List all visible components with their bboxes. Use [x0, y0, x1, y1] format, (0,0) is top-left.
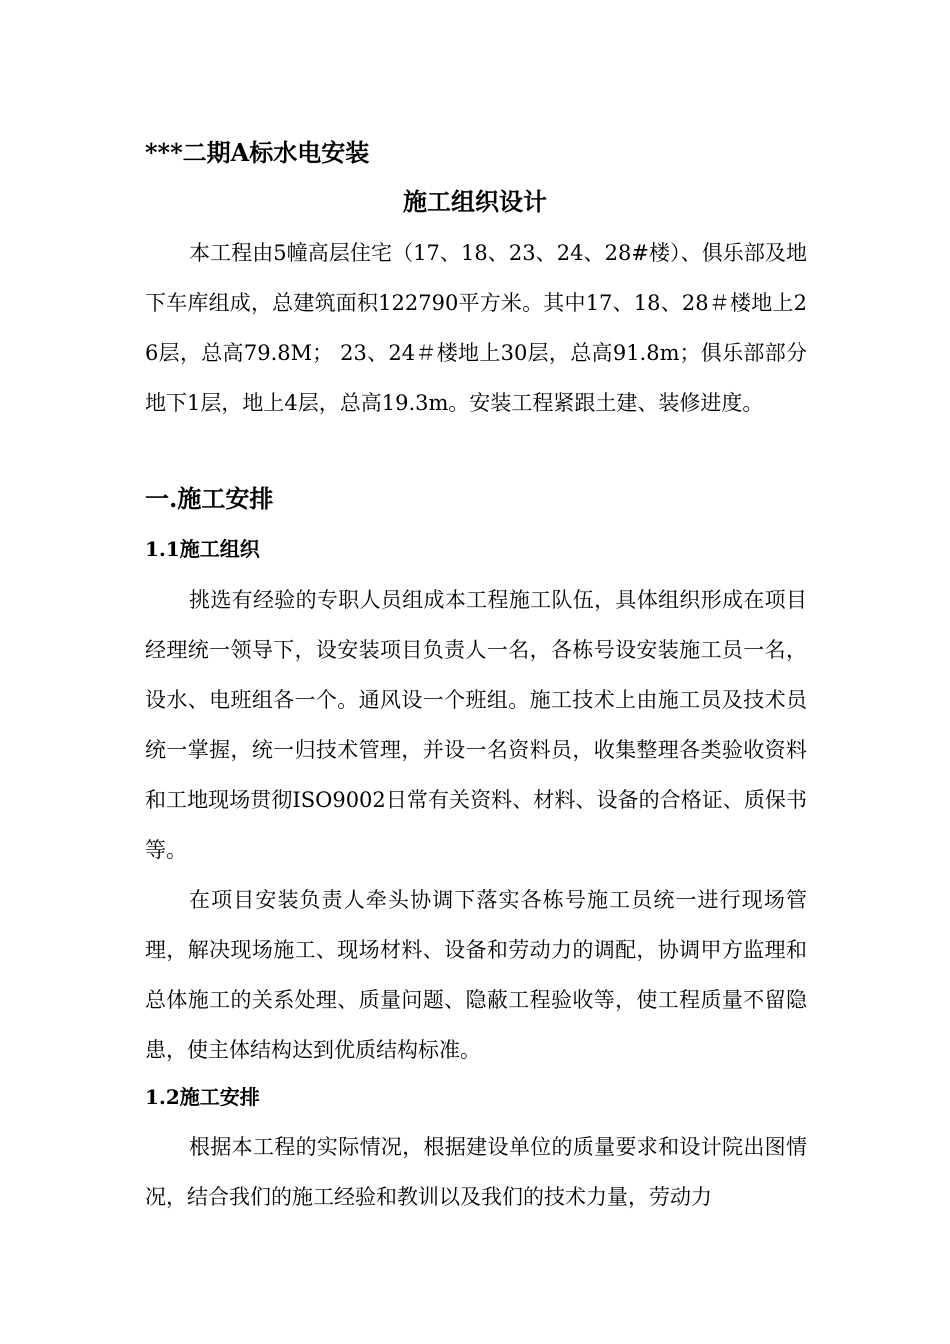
paragraph-1-2-a: 根据本工程的实际情况，根据建设单位的质量要求和设计院出图情况，结合我们的施工经验和教训以及我们的技术力量，劳动力 — [145, 1135, 807, 1209]
subsection-1-1-body — [145, 575, 807, 1075]
document-subtitle: 施工组织设计 — [403, 187, 547, 216]
subsection-heading-1-2: 1.2施工安排 — [145, 1085, 260, 1109]
intro-paragraph: 本工程由5幢高层住宅（17、18、23、24、28#楼）、俱乐部及地下车库组成，总建筑面积122790平方米。其中17、18、28＃楼地上26层，总高79.8M； 23、24＃楼地上30层，总高91.8m；俱乐部部分地下1层，地上4层，总高19.3m。安装工程紧跟土建、装修进度。 — [145, 241, 807, 415]
subsection-heading-1-1: 1.1施工组织 — [145, 537, 260, 561]
paragraph-1-1-b: 在项目安装负责人牵头协调下落实各栋号施工员统一进行现场管理，解决现场施工、现场材料、设备和劳动力的调配，协调甲方监理和总体施工的关系处理、质量问题、隐蔽工程验收等，使工程质量不留隐患，使主体结构达到优质结构标准。 — [145, 888, 807, 1062]
subsection-1-2-body — [145, 1122, 807, 1222]
section-heading-1: 一.施工安排 — [145, 484, 274, 513]
paragraph-1-1-a: 挑选有经验的专职人员组成本工程施工队伍，具体组织形成在项目经理统一领导下，设安装项目负责人一名，各栋号设安装施工员一名，设水、电班组各一个。通风设一个班组。施工技术上由施工员及技术员统一掌握，统一归技术管理，并设一名资料员，收集整理各类验收资料和工地现场贯彻ISO9002日常有关资料、材料、设备的合格证、质保书等。 — [145, 588, 807, 862]
document-title: ***二期A标水电安装 — [145, 138, 370, 167]
intro-block — [145, 228, 807, 428]
